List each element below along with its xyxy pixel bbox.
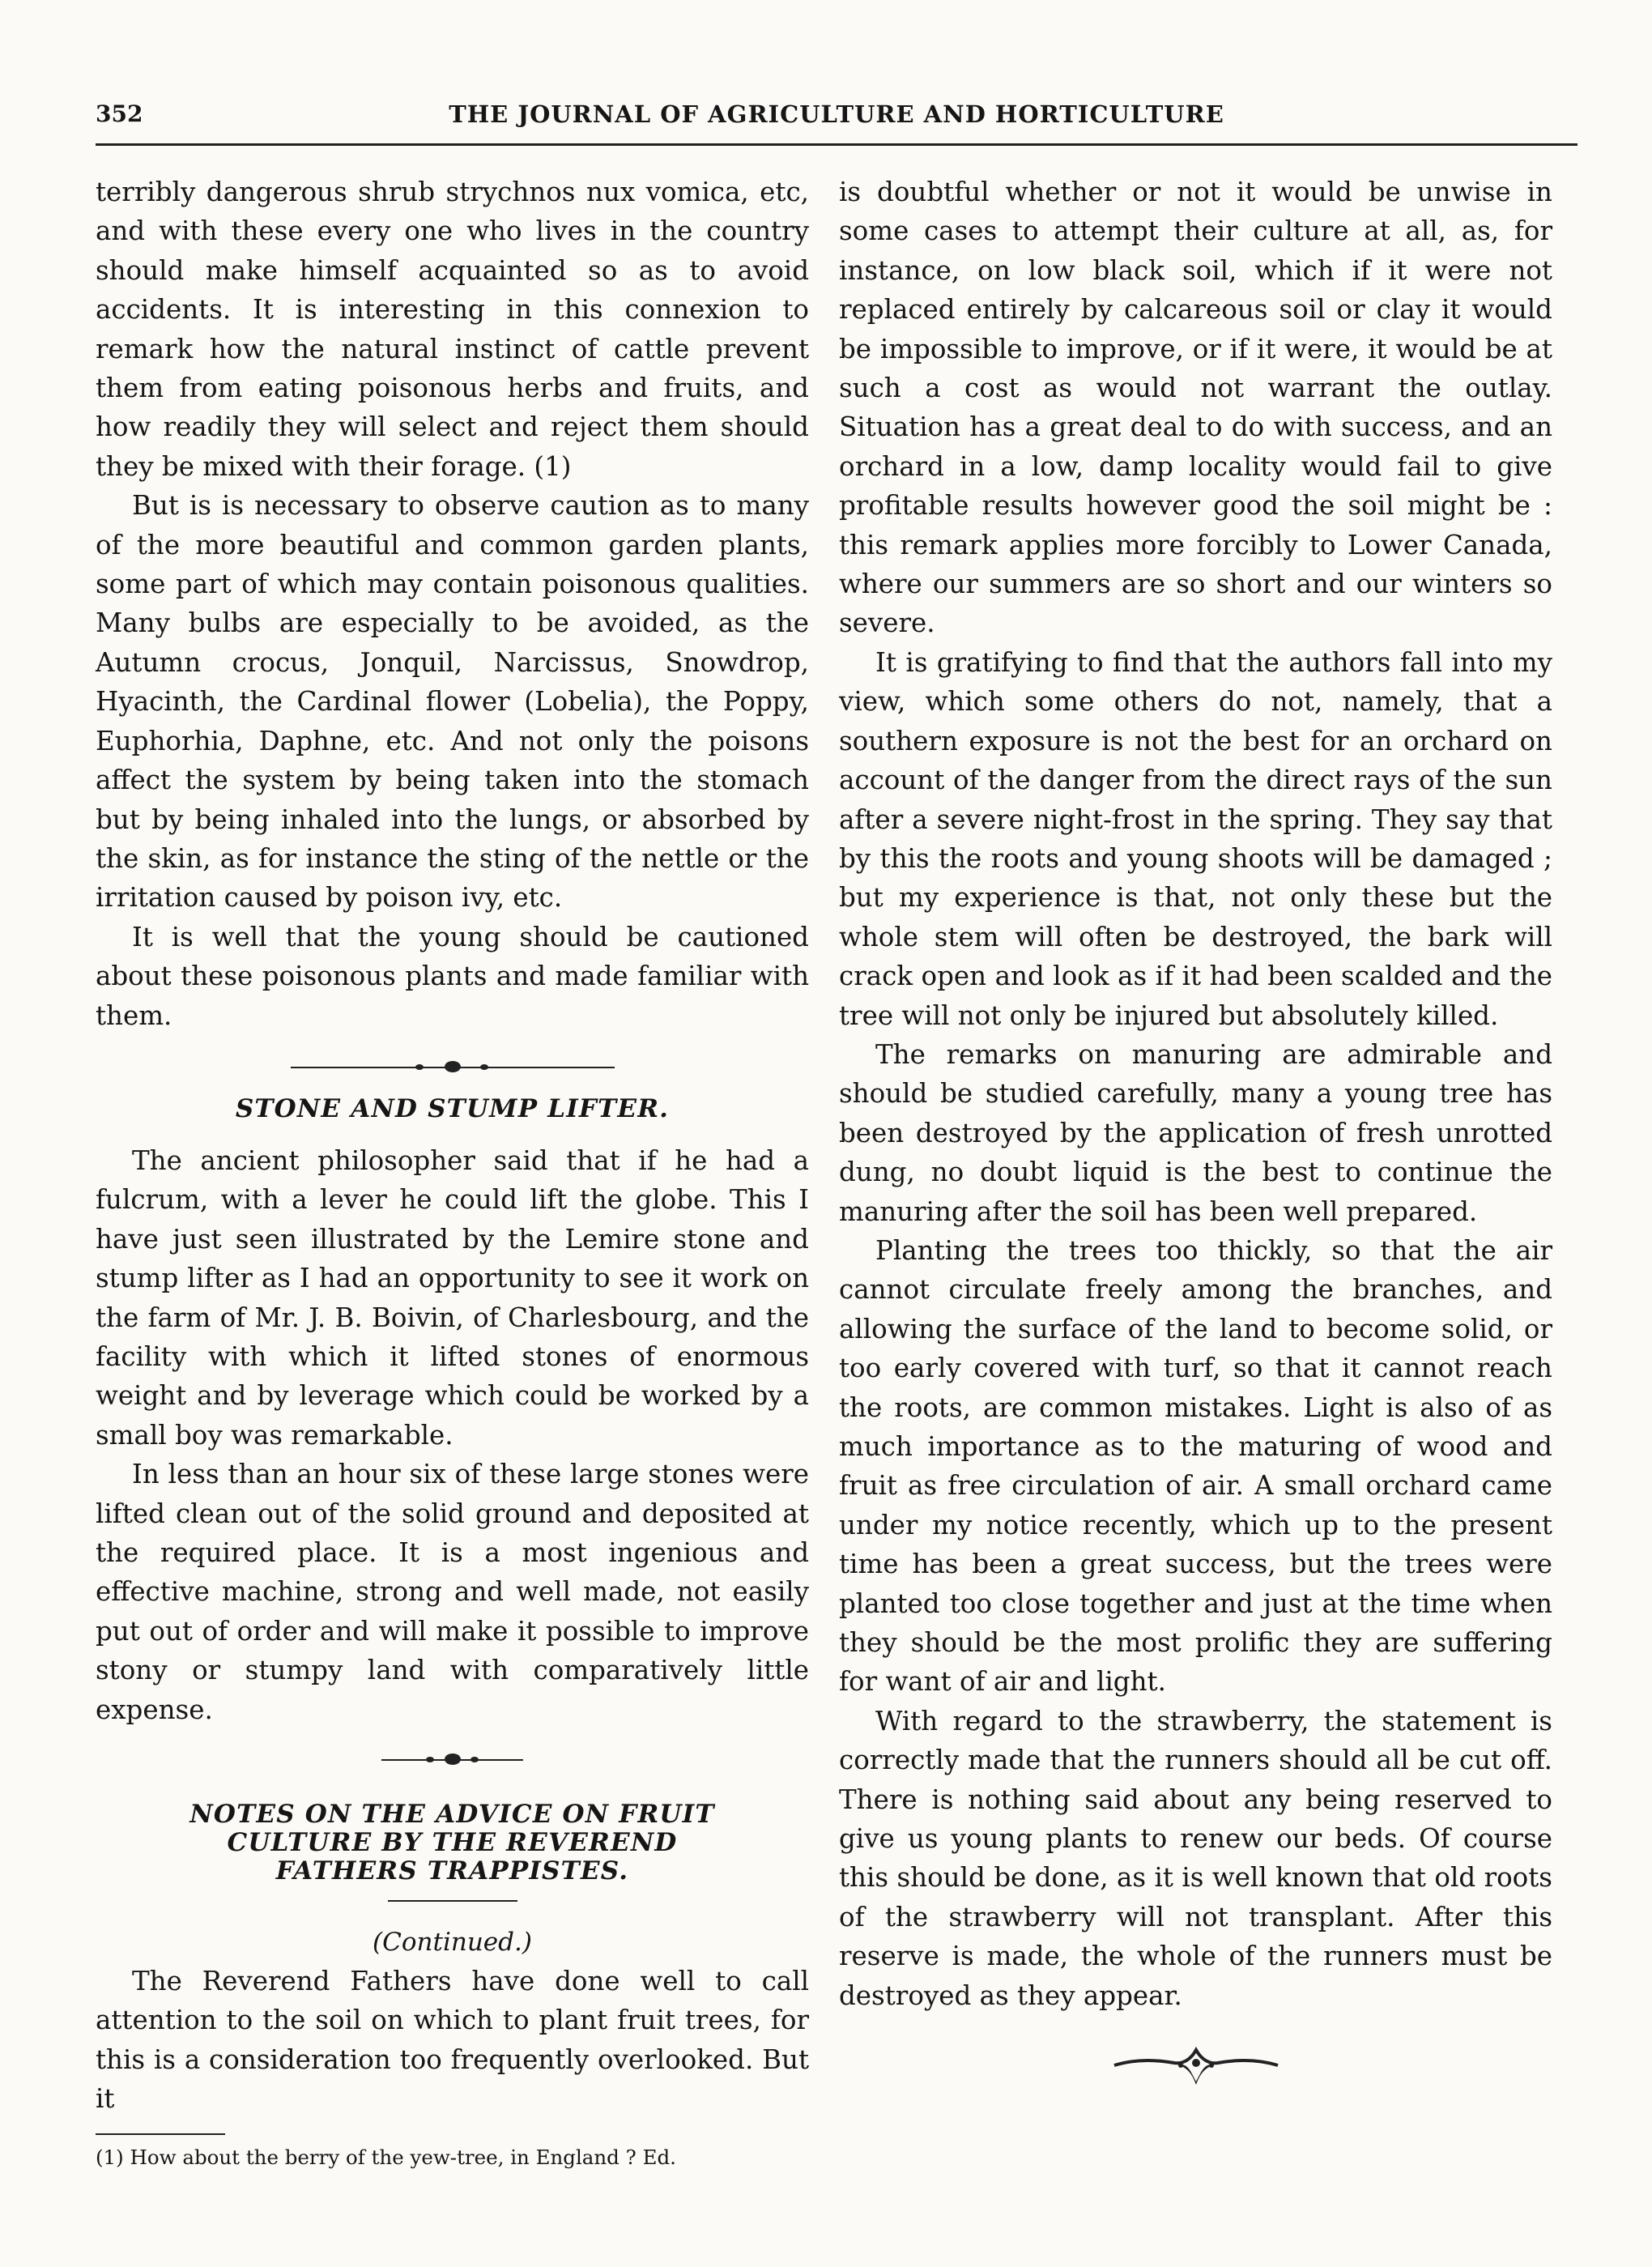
- notes-title-line-1: NOTES ON THE ADVICE ON FRUIT: [189, 1800, 715, 1830]
- left-paragraph-4: The ancient philosopher said that if he had a fulcrum, with a lever he could lift the globe. This I have just seen illustrated by the Lemire stone and stump lifter as I had an opportunity to see it work on the farm of Mr. J. B. Boivin, of Charlesbourg, and the facility with which it lifted stones of enormous weight and by leverage which could be worked by a small boy was remarkable.: [96, 1144, 809, 1451]
- journal-title: THE JOURNAL OF AGRICULTURE AND HORTICULTURE: [449, 100, 1224, 128]
- notes-title-line-2: CULTURE BY THE REVEREND: [227, 1828, 678, 1858]
- ornament-icon: [1111, 2043, 1281, 2086]
- stone-lifter-title: STONE AND STUMP LIFTER.: [235, 1093, 670, 1123]
- footnote: (1) How about the berry of the yew-tree, in England ? Ed.: [96, 2145, 676, 2169]
- header-rule: [96, 143, 1577, 146]
- right-paragraph-3: The remarks on manuring are admirable and should be studied carefully, many a young tree has been destroyed by the application of fresh unrotted dung, no doubt liquid is the best to continue the manuring after the soil has been well prepared.: [839, 1038, 1552, 1227]
- page-number: 352: [96, 100, 143, 127]
- section-divider: [381, 1750, 523, 1770]
- right-paragraph-4: Planting the trees too thickly, so that the air cannot circulate freely among the branches, and allowing the surface of the land to become solid, or too early covered with turf, so that it cannot reach the roots, are common mistakes. Light is also of as much importance as to the maturing of wood and fruit as free circulation of air. A small orchard came under my notice recently, which up to the present time has been a great success, but the trees were planted too close together and just at the time when they should be the most prolific they are suffering for want of air and light.: [839, 1234, 1552, 1698]
- title-rule: [388, 1900, 517, 1902]
- section-divider: [291, 1058, 615, 1077]
- footnote-rule: [96, 2133, 225, 2135]
- left-column: [96, 173, 809, 2171]
- left-paragraph-6: The Reverend Fathers have done well to call attention to the soil on which to plant fruit trees, for this is a consideration too frequently overlooked. But it: [96, 1966, 809, 2115]
- left-paragraph-5: In less than an hour six of these large stones were lifted clean out of the solid ground and deposited at the required place. It is a most ingenious and effective machine, strong and well made, not easily put out of order and will make it possible to improve stony or stumpy land with comparatively little expense.: [96, 1459, 809, 1725]
- left-paragraph-3: It is well that the young should be cautioned about these poisonous plants and made familiar with them.: [96, 921, 809, 1031]
- left-paragraph-2: But is is necessary to observe caution as to many of the more beautiful and common garden plants, some part of which may contain poisonous qualities. Many bulbs are especially to be avoided, as the Autumn crocus, Jonquil, Narcissus, Snowdrop, Hyacinth, the Cardinal flower (Lobelia), the Poppy, Euphorhia, Daphne, etc. And not only the poisons affect the system by being taken into the stomach but by being inhaled into the lungs, or absorbed by the skin, as for instance the sting of the nettle or the irritation caused by poison ivy, etc.: [96, 490, 809, 914]
- notes-title-line-3: FATHERS TRAPPISTES.: [275, 1856, 629, 1886]
- right-paragraph-1: is doubtful whether or not it would be unwise in some cases to attempt their culture at all, as, for instance, on low black soil, which if it were not replaced entirely by calcareous soil or clay it would be impossible to improve, or if it were, it would be at such a cost as would not warrant the outlay. Situation has a great deal to do with success, and an orchard in a low, damp locality would fail to give profitable results however good the soil might be : this remark applies more forcibly to Lower Canada, where our summers are so short and our winters so severe.: [839, 177, 1552, 639]
- left-paragraph-1: terribly dangerous shrub strychnos nux vomica, etc, and with these every one who lives in the country should make himself acquainted so as to avoid accidents. It is interesting in this connexion to remark how the natural instinct of cattle prevent them from eating poisonous herbs and fruits, and how readily they will select and reject them should they be mixed with their forage. (1): [96, 177, 809, 482]
- running-head: [96, 100, 1577, 138]
- fruit-culture-notes-title: [96, 1800, 809, 1886]
- right-paragraph-2: It is gratifying to find that the authors fall into my view, which some others do not, namely, that a southern exposure is not the best for an orchard on account of the danger from the direct rays of the sun after a severe night-frost in the spring. They say that by this the roots and young shoots will be damaged ; but my experience is that, not only these but the whole stem will often be destroyed, the bark will crack open and look as if it had been scalded and the tree will not only be injured but absolutely killed.: [839, 646, 1552, 1031]
- right-paragraph-5: With regard to the strawberry, the statement is correctly made that the runners should all be cut off. There is nothing said about any being reserved to give us young plants to renew our beds. Of course this should be done, as it is well known that old roots of the strawberry will not transplant. After this reserve is made, the whole of the runners must be destroyed as they appear.: [839, 1705, 1552, 2011]
- right-column: [839, 173, 1552, 2086]
- continued-label: (Continued.): [373, 1928, 532, 1958]
